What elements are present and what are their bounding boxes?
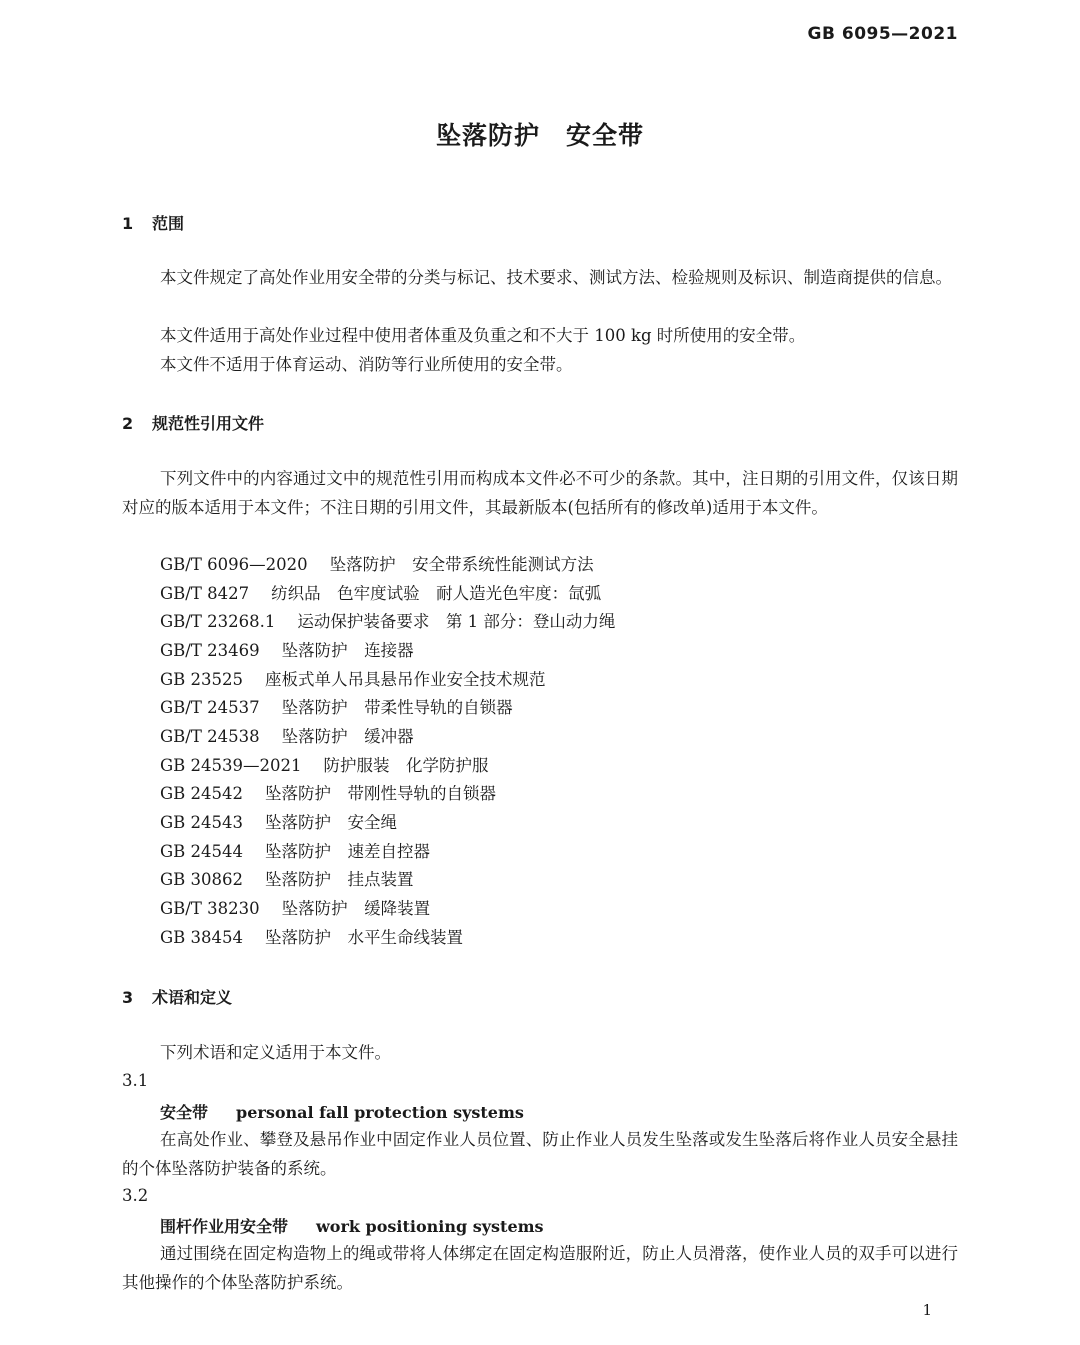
reference-code: GB 30862 — [160, 870, 244, 889]
term-number: 3.1 — [122, 1071, 149, 1090]
reference-item — [160, 640, 414, 662]
paragraph: 本文件规定了高处作业用安全带的分类与标记、技术要求、测试方法、检验规则及标识、制造商提供的信息。 — [160, 268, 952, 287]
section-heading-terms-and-definitions — [122, 985, 232, 1008]
paragraph: 下列文件中的内容通过文中的规范性引用而构成本文件必不可少的条款。其中，注日期的引用文件，仅该日期对应的版本适用于本文件；不注日期的引用文件，其最新版本(包括所有的修改单)适用于本文件。 — [122, 469, 958, 517]
reference-title: 坠落防护 带刚性导轨的自锁器 — [265, 784, 497, 803]
reference-code: GB 24539—2021 — [160, 756, 302, 775]
paragraph: 本文件不适用于体育运动、消防等行业所使用的安全带。 — [160, 355, 573, 374]
section-heading-normative-references — [122, 411, 264, 434]
reference-code: GB/T 23268.1 — [160, 612, 276, 631]
reference-code: GB/T 24537 — [160, 698, 260, 717]
section-title: 规范性引用文件 — [152, 414, 265, 433]
reference-code: GB/T 8427 — [160, 584, 250, 603]
reference-code: GB/T 38230 — [160, 899, 260, 918]
section-number: 1 — [122, 214, 134, 233]
reference-code: GB/T 24538 — [160, 727, 260, 746]
reference-code: GB/T 6096—2020 — [160, 555, 308, 574]
reference-item — [160, 554, 594, 576]
reference-item — [160, 783, 496, 805]
reference-title: 坠落防护 安全绳 — [265, 813, 398, 832]
reference-item — [160, 841, 430, 863]
term-definition: 在高处作业、攀登及悬吊作业中固定作业人员位置、防止作业人员发生坠落或发生坠落后将作业人员安全悬挂的个体坠落防护装备的系统。 — [122, 1130, 958, 1178]
section-title: 术语和定义 — [152, 988, 233, 1007]
reference-title: 坠落防护 缓降装置 — [281, 899, 431, 918]
reference-code: GB 38454 — [160, 928, 244, 947]
standard-number: GB 6095—2021 — [807, 24, 958, 44]
reference-title: 坠落防护 连接器 — [281, 641, 414, 660]
section-title: 范围 — [152, 214, 185, 233]
reference-item — [160, 812, 397, 834]
reference-item — [160, 927, 463, 949]
reference-item — [160, 869, 414, 891]
reference-item — [160, 583, 601, 605]
page-number: 1 — [922, 1301, 932, 1319]
reference-item — [160, 726, 414, 748]
reference-item — [160, 669, 546, 691]
term-en: personal fall protection systems — [236, 1103, 524, 1122]
term-zh: 围杆作业用安全带 — [160, 1217, 289, 1236]
reference-title: 纺织品 色牢度试验 耐人造光色牢度：氙弧 — [271, 584, 602, 603]
paragraph: 本文件适用于高处作业过程中使用者体重及负重之和不大于 100 kg 时所使用的安全带。 — [160, 326, 806, 345]
reference-code: GB 23525 — [160, 670, 244, 689]
reference-code: GB 24542 — [160, 784, 244, 803]
term-zh: 安全带 — [160, 1103, 209, 1122]
reference-code: GB/T 23469 — [160, 641, 260, 660]
reference-title: 防护服装 化学防护服 — [323, 756, 489, 775]
reference-code: GB 24544 — [160, 842, 244, 861]
reference-title: 坠落防护 带柔性导轨的自锁器 — [281, 698, 513, 717]
reference-title: 坠落防护 速差自控器 — [265, 842, 431, 861]
reference-item — [160, 898, 430, 920]
reference-title: 坠落防护 水平生命线装置 — [265, 928, 464, 947]
paragraph: 下列术语和定义适用于本文件。 — [160, 1043, 391, 1062]
reference-item — [160, 755, 489, 777]
reference-title: 坠落防护 安全带系统性能测试方法 — [329, 555, 594, 574]
reference-title: 座板式单人吊具悬吊作业安全技术规范 — [265, 670, 546, 689]
section-number: 3 — [122, 988, 134, 1007]
term-number: 3.2 — [122, 1186, 149, 1205]
section-number: 2 — [122, 414, 134, 433]
term-heading — [160, 1100, 524, 1123]
section-heading-scope — [122, 211, 184, 234]
reference-item — [160, 611, 615, 633]
term-heading — [160, 1214, 544, 1237]
term-definition: 通过围绕在固定构造物上的绳或带将人体绑定在固定构造服附近，防止人员滑落，使作业人员的双手可以进行其他操作的个体坠落防护系统。 — [122, 1244, 958, 1292]
reference-item — [160, 697, 513, 719]
document-title: 坠落防护 安全带 — [435, 121, 644, 150]
reference-title: 坠落防护 缓冲器 — [281, 727, 414, 746]
reference-title: 坠落防护 挂点装置 — [265, 870, 414, 889]
reference-code: GB 24543 — [160, 813, 244, 832]
reference-title: 运动保护装备要求 第 1 部分：登山动力绳 — [297, 612, 616, 631]
term-en: work positioning systems — [316, 1217, 544, 1236]
